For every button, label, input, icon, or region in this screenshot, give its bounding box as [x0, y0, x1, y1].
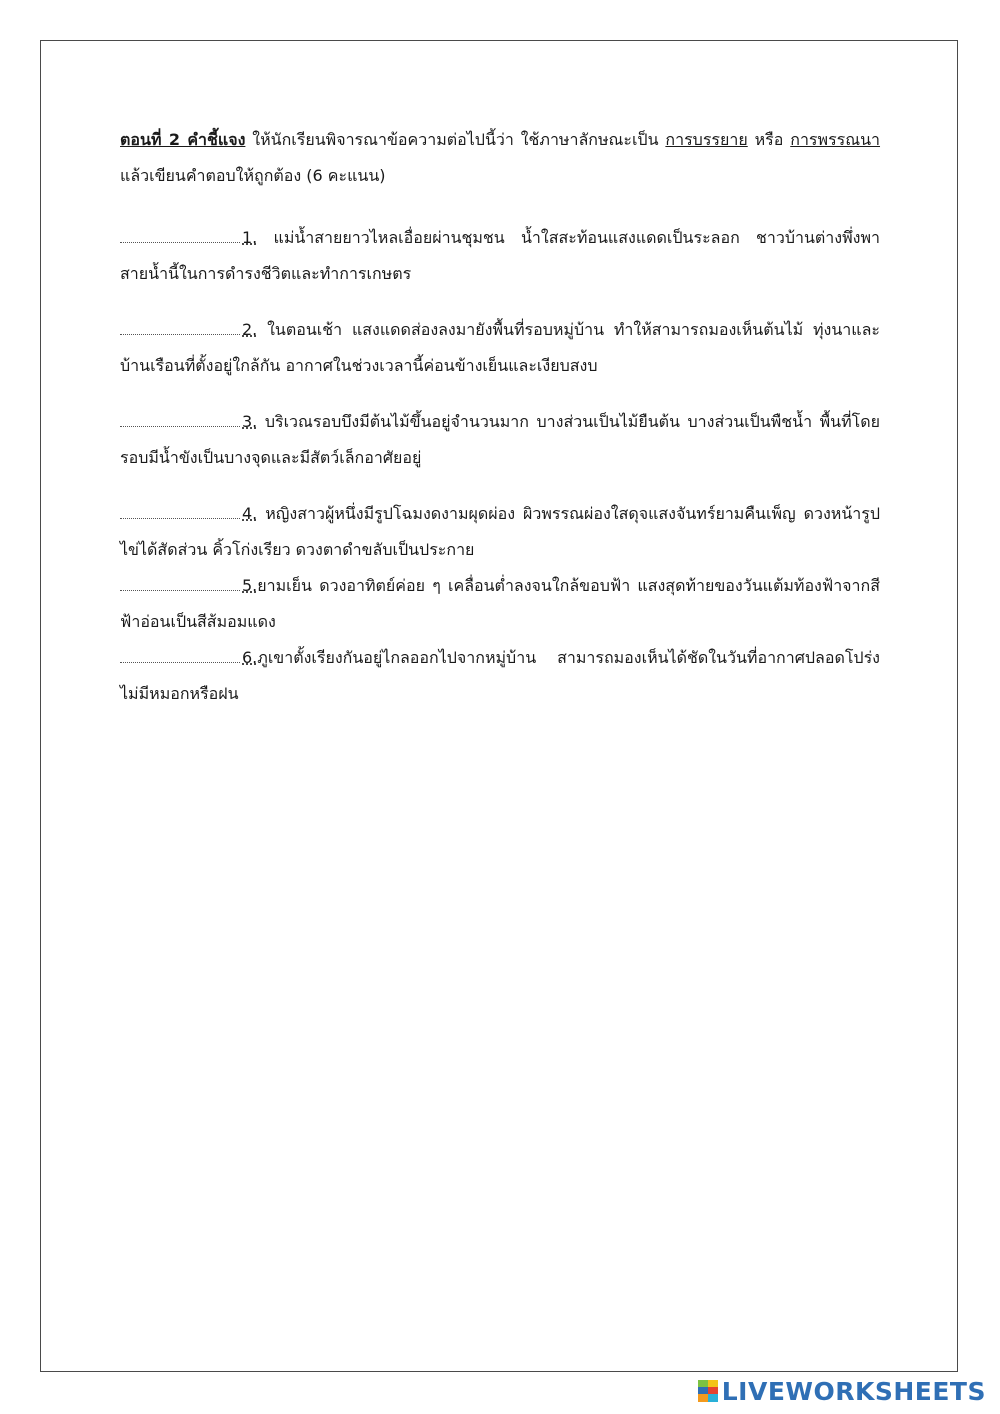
question-text: หญิงสาวผู้หนึ่งมีรูปโฉมงดงามผุดผ่อง ผิวพรรณผ่องใสดุจแสงจันทร์ยามคืนเพ็ญ ดวงหน้ารูปไข่ได้สัดส่วน คิ้วโก่งเรียว ดวงตาดำขลับเป็นประกาย	[120, 504, 880, 559]
worksheet-content	[120, 122, 880, 712]
answer-blank-4[interactable]	[120, 496, 240, 519]
question-item-6	[120, 640, 880, 712]
question-item-4	[120, 496, 880, 568]
question-text: ยามเย็น ดวงอาทิตย์ค่อย ๆ เคลื่อนต่ำลงจนใกล้ขอบฟ้า แสงสุดท้ายของวันแต้มท้องฟ้าจากสีฟ้าอ่อนเป็นสีส้มอมแดง	[120, 576, 880, 631]
question-item-2	[120, 312, 880, 384]
instructions	[120, 122, 880, 194]
term-description: การพรรณนา	[790, 130, 881, 149]
question-item-3	[120, 404, 880, 476]
question-number: 5.	[242, 576, 258, 595]
question-text: ในตอนเช้า แสงแดดส่องลงมายังพื้นที่รอบหมู่บ้าน ทำให้สามารถมองเห็นต้นไม้ ทุ่งนาและบ้านเรือนที่ตั้งอยู่ใกล้กัน อากาศในช่วงเวลานี้ค่อนข้างเย็นและเงียบสงบ	[120, 320, 880, 375]
instructions-text-1: ให้นักเรียนพิจารณาข้อความต่อไปนี้ว่า ใช้ภาษาลักษณะเป็น	[245, 130, 666, 149]
question-number: 1.	[242, 228, 258, 247]
answer-blank-1[interactable]	[120, 220, 240, 243]
liveworksheets-wordmark: LIVEWORKSHEETS	[721, 1376, 986, 1406]
question-text: ภูเขาตั้งเรียงกันอยู่ไกลออกไปจากหมู่บ้าน สามารถมองเห็นได้ชัดในวันที่อากาศปลอดโปร่งไม่มีหมอกหรือฝน	[120, 648, 880, 703]
answer-blank-6[interactable]	[120, 640, 240, 663]
instructions-text-3: แล้วเขียนคำตอบให้ถูกต้อง (6 คะแนน)	[120, 166, 386, 185]
liveworksheets-icon	[698, 1380, 718, 1402]
answer-blank-2[interactable]	[120, 312, 240, 335]
answer-blank-3[interactable]	[120, 404, 240, 427]
question-number: 2.	[242, 320, 258, 339]
term-narration: การบรรยาย	[665, 130, 748, 149]
question-text: แม่น้ำสายยาวไหลเอื่อยผ่านชุมชน น้ำใสสะท้อนแสงแดดเป็นระลอก ชาวบ้านต่างพึ่งพาสายน้ำนี้ในการดำรงชีวิตและทำการเกษตร	[120, 228, 880, 283]
question-number: 4.	[242, 504, 258, 523]
question-item-5	[120, 568, 880, 640]
instructions-text-2: หรือ	[747, 130, 791, 149]
answer-blank-5[interactable]	[120, 568, 240, 591]
instructions-heading: ตอนที่ 2 คำชี้แจง	[120, 130, 246, 149]
question-number: 6.	[242, 648, 258, 667]
question-item-1	[120, 220, 880, 292]
liveworksheets-logo	[698, 1376, 986, 1406]
question-number: 3.	[242, 412, 258, 431]
question-text: บริเวณรอบบึงมีต้นไม้ขึ้นอยู่จำนวนมาก บางส่วนเป็นไม้ยืนต้น บางส่วนเป็นพืชน้ำ พื้นที่โดยรอบมีน้ำขังเป็นบางจุดและมีสัตว์เล็กอาศัยอยู่	[120, 412, 880, 467]
